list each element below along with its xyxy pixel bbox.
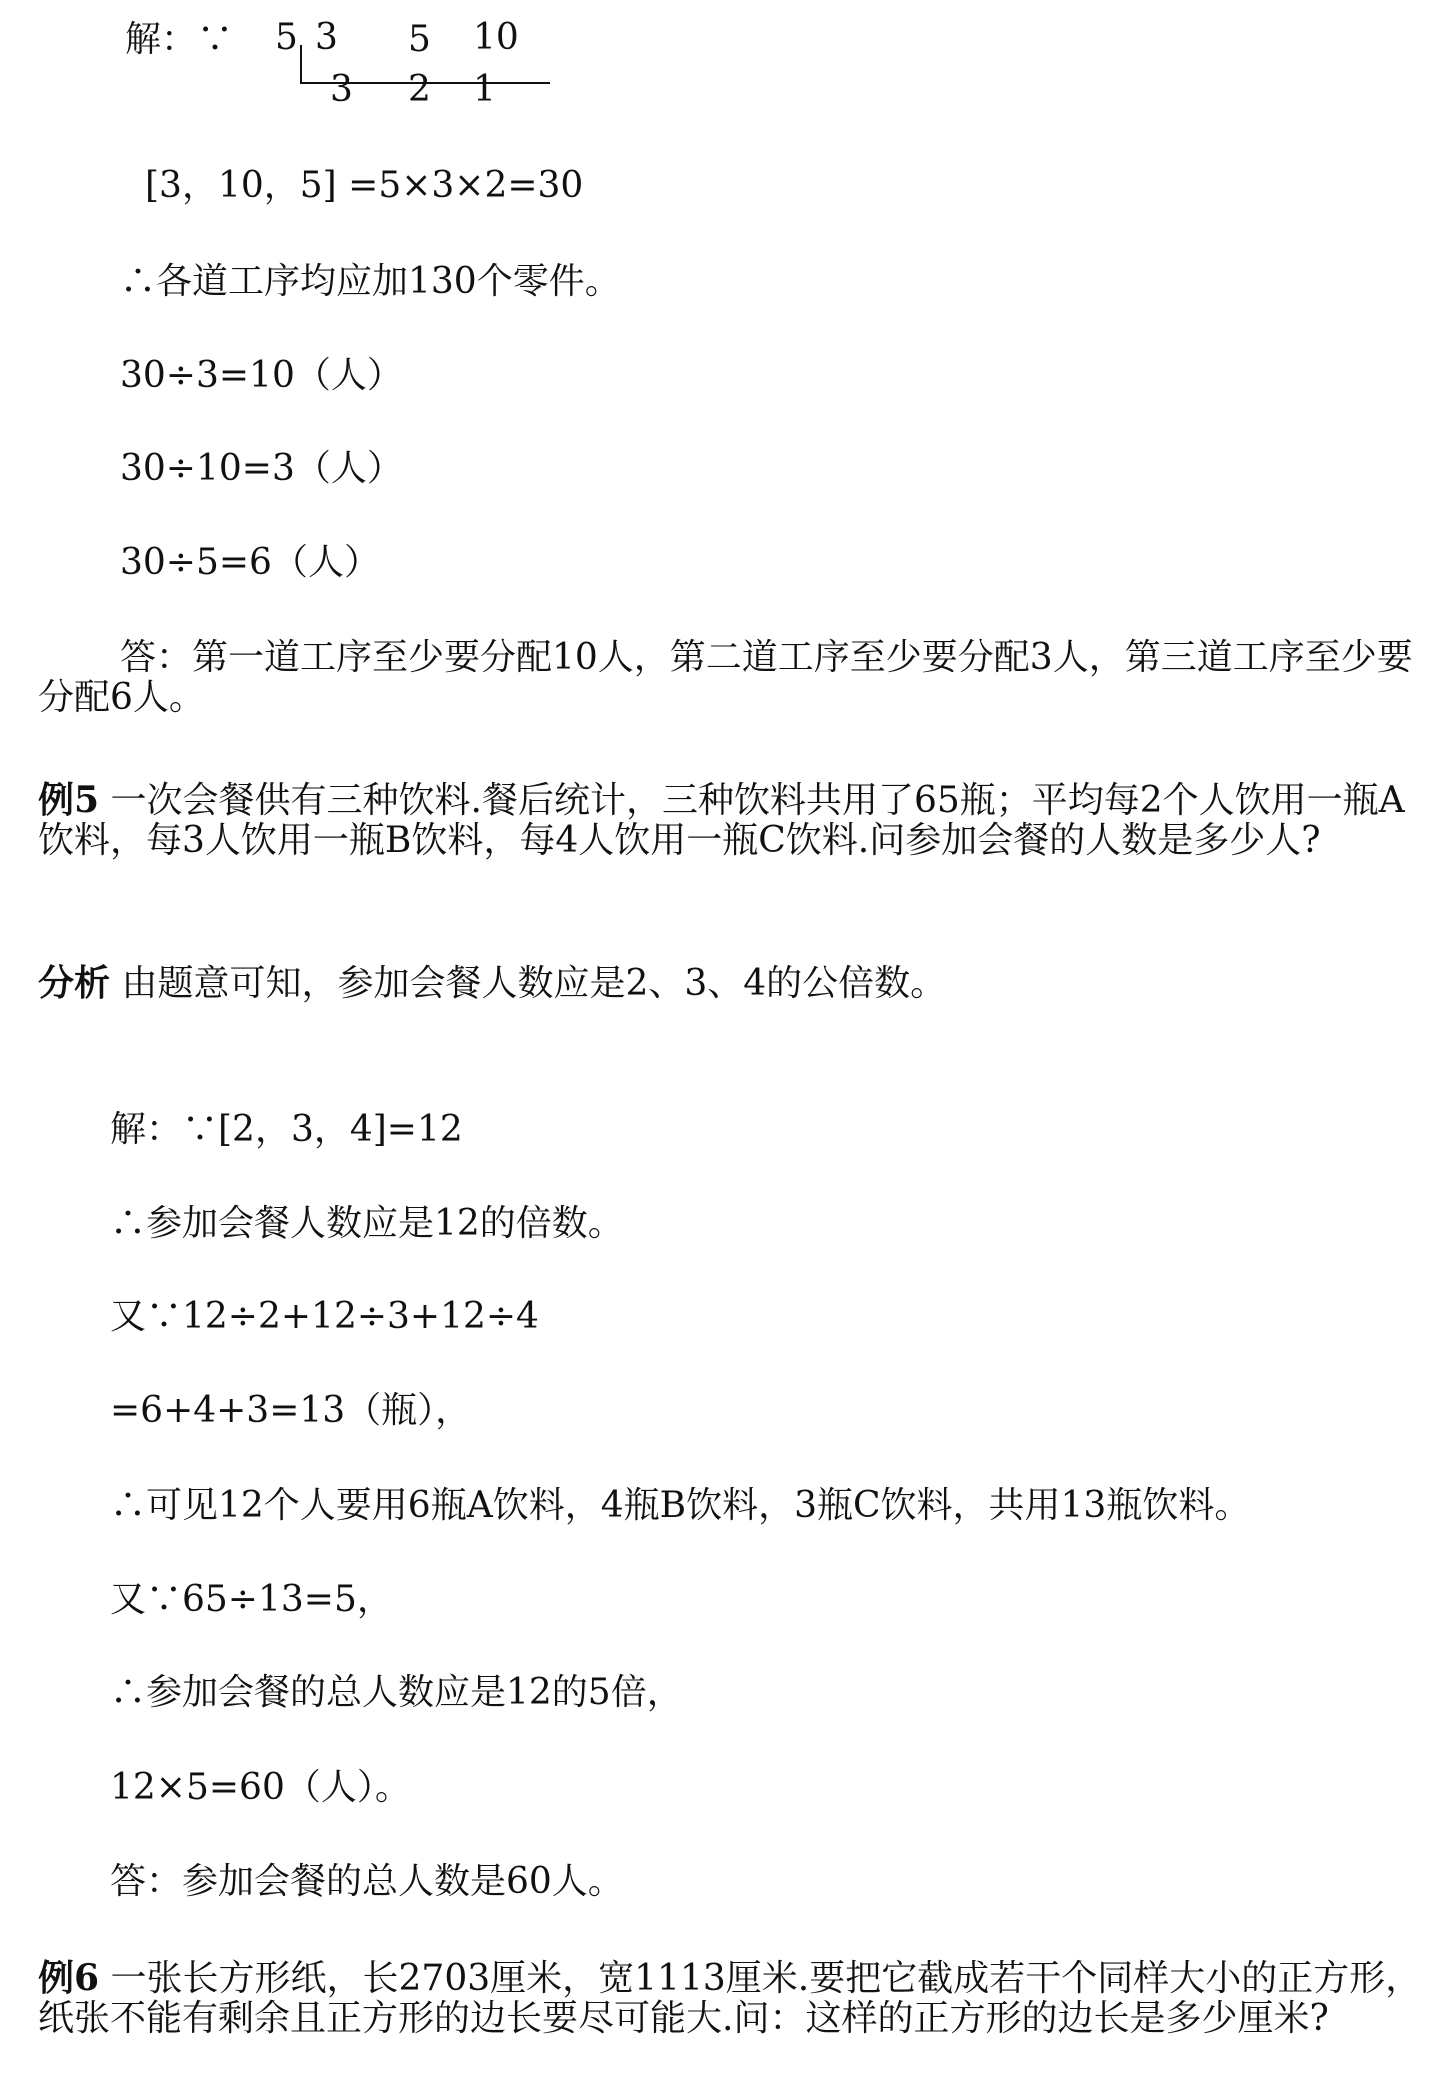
solution-line-2: ∴参加会餐人数应是12的倍数。 <box>110 1203 624 1244</box>
lcm-line: [3，10，5] =5×3×2=30 <box>145 165 584 206</box>
dividend-3: 10 <box>473 17 519 58</box>
example-5 <box>38 780 1438 861</box>
solution-line-7: ∴参加会餐的总人数应是12的5倍， <box>110 1672 683 1713</box>
example-6-text: 一张长方形纸，长2703厘米，宽1113厘米.要把它截成若干个同样大小的正方形，纸张不能有剩余且正方形的边长要尽可能大.问：这样的正方形的边长是多少厘米? <box>38 1958 1422 2039</box>
analysis <box>38 963 946 1004</box>
solution-line-4: =6+4+3=13（瓶）， <box>110 1390 472 1431</box>
solution-line-5: ∴可见12个人要用6瓶A饮料，4瓶B饮料，3瓶C饮料，共用13瓶饮料。 <box>110 1485 1251 1526</box>
calc-line-1: 30÷3=10（人） <box>120 355 403 396</box>
analysis-label: 分析 <box>38 962 111 1004</box>
conclusion-line: ∴各道工序均应加130个零件。 <box>120 261 621 302</box>
quotient-2: 2 <box>408 69 431 110</box>
calc-line-3: 30÷5=6（人） <box>120 542 380 583</box>
example-5-text: 一次会餐供有三种饮料.餐后统计，三种饮料共用了65瓶；平均每2个人饮用一瓶A饮料，每3人饮用一瓶B饮料，每4人饮用一瓶C饮料.问参加会餐的人数是多少人? <box>38 780 1405 861</box>
solution-line-8: 12×5=60（人）。 <box>110 1767 411 1808</box>
solution-line-3: 又∵12÷2+12÷3+12÷4 <box>110 1296 539 1337</box>
quotient-1: 3 <box>330 69 353 110</box>
dividend-2: 5 <box>408 19 431 60</box>
analysis-text: 由题意可知，参加会餐人数应是2、3、4的公倍数。 <box>121 963 947 1004</box>
quotient-3: 1 <box>473 69 496 110</box>
example-5-label: 例5 <box>38 779 100 821</box>
division-bar-vertical <box>300 45 302 83</box>
example-6-label: 例6 <box>38 1957 100 1999</box>
solution-prefix: 解：∵ <box>125 19 234 60</box>
calc-line-2: 30÷10=3（人） <box>120 448 403 489</box>
dividend-1: 3 <box>315 17 338 58</box>
ex4-answer: 答：第一道工序至少要分配10人，第二道工序至少要分配3人，第三道工序至少要分配6人。 <box>38 637 1413 718</box>
short-division <box>125 18 565 118</box>
solution-answer: 答：参加会餐的总人数是60人。 <box>110 1861 624 1902</box>
example-6 <box>38 1958 1438 2039</box>
solution-line-6: 又∵65÷13=5， <box>110 1579 393 1620</box>
solution-line-1: 解：∵[2，3，4]=12 <box>110 1109 463 1150</box>
divisor: 5 <box>275 17 298 58</box>
